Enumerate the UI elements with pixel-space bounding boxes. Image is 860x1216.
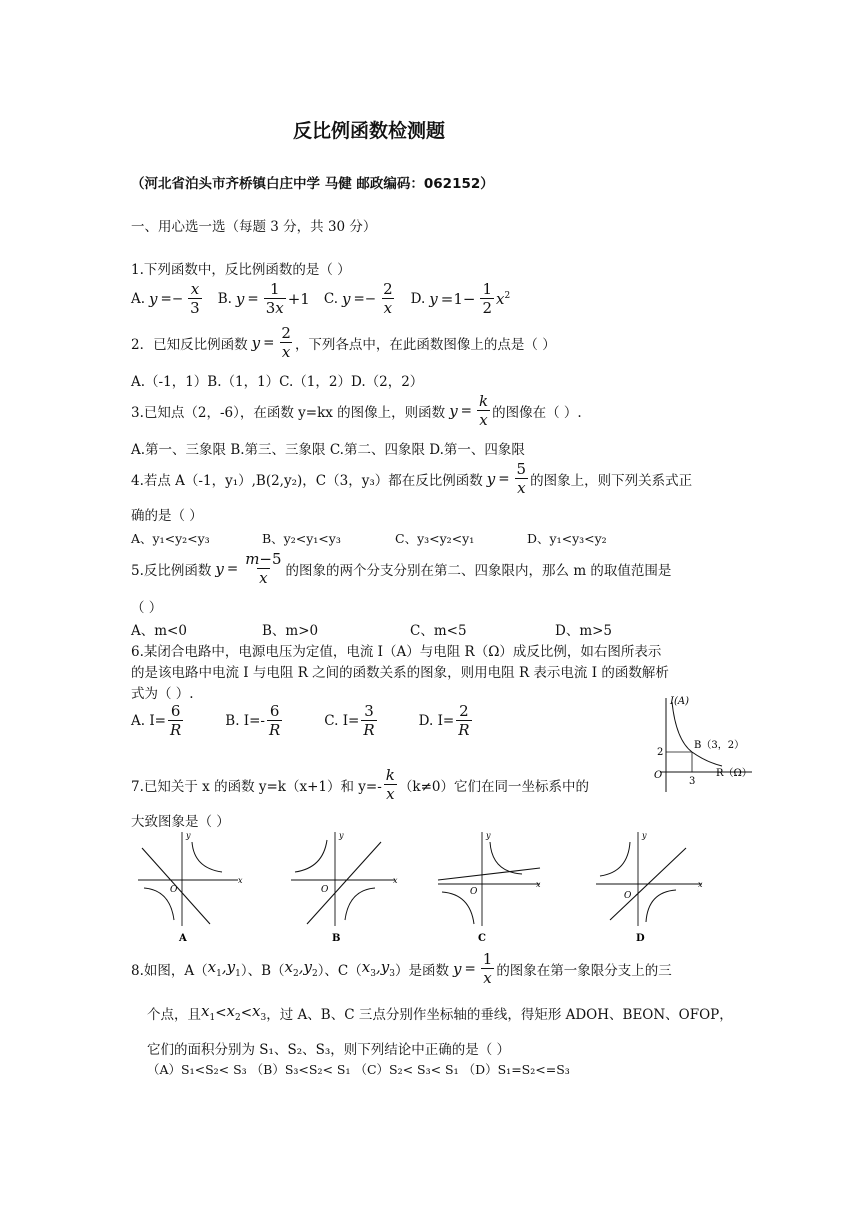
question-6-options	[131, 702, 474, 739]
question-8-text-b: ）、B（	[240, 962, 285, 979]
graph-a	[130, 828, 250, 946]
author-line: （河北省泊头市齐桥镇白庄中学 马健 邮政编码：062152）	[131, 176, 494, 192]
svg-text:y: y	[339, 831, 344, 840]
option-d-label: D.	[410, 290, 426, 307]
y-axis-label: I(A)	[670, 696, 689, 707]
question-2-options: A.（-1，1）B.（1，1）C.（1，2）D.（2，2）	[131, 374, 424, 390]
question-3-options: A.第一、三象限 B.第三、三象限 C.第二、四象限 D.第一、四象限	[131, 442, 525, 458]
fraction: $\frac{6}{R}$	[269, 702, 281, 739]
graph-label-b: B	[332, 933, 341, 944]
question-8-text: 8.如图，A（	[131, 962, 208, 979]
graph-b	[283, 828, 403, 946]
question-5-text: 5.反比例函数	[131, 562, 212, 579]
option-a-label: A.	[131, 290, 146, 307]
question-4-text-cont: 的图象上，则下列关系式正	[530, 472, 693, 489]
question-2-text: 2．已知反比例函数	[131, 336, 248, 353]
question-6-line3: 式为（ ）.	[131, 686, 194, 702]
question-8-text-d: ）是函数	[394, 962, 449, 979]
fraction: $\frac{1}{3x}$	[265, 280, 284, 317]
question-7-line2: 大致图象是（ ）	[131, 814, 230, 830]
question-5-option-c: C、m<5	[410, 623, 467, 639]
fraction: $\frac{k}{x}$	[385, 766, 395, 803]
question-4-option-d: D、y₁<y₃<y₂	[527, 531, 607, 546]
question-4-option-b: B、y₂<y₁<y₃	[262, 531, 341, 546]
question-4-option-c: C、y₃<y₂<y₁	[395, 531, 475, 546]
question-5-text-cont: 的图象的两个分支分别在第二、四象限内，那么 m 的取值范围是	[285, 562, 672, 579]
question-5-line2: （ ）	[131, 600, 163, 616]
question-8: 8.如图，A（ $x_1,y_1$ ）、B（ $x_2,y_2$ ）、C（ $x_3,y_3$ ）是函数 y = $\frac{1}{x}$ 的图象在第一象限分支上的三	[131, 950, 672, 987]
option-b-label: B.	[217, 290, 232, 307]
option-c-label: C.	[323, 290, 338, 307]
question-2-text-cont: ，下列各点中，在此函数图像上的点是（ ）	[294, 336, 556, 353]
question-6-line2: 的是该电路中电流 I 与电阻 R 之间的函数关系的图象，则用电阻 R 表示电流 I 的函数解析	[131, 665, 669, 681]
current-resistance-graph	[640, 690, 755, 802]
question-8-line2: 个点，且 $x_1$ < $x_2$ < $x_3$ ，过 A、B、C 三点分别作坐标轴的垂线，得矩形 ADOH、BEON、OFOP，	[147, 1002, 733, 1023]
y-tick-label: 2	[657, 747, 664, 758]
question-8-line2-text: 个点，且	[147, 1006, 201, 1023]
fraction: $\frac{2}{R}$	[458, 702, 470, 739]
fraction: $\frac{5}{x}$	[516, 460, 527, 497]
fraction: $\frac{m-5}{x}$	[245, 550, 282, 587]
graph-label-d: D	[636, 933, 645, 944]
question-8-text-cont: 的图象在第一象限分支上的三	[496, 962, 672, 979]
question-8-options: （A）S₁<S₂< S₃ （B）S₃<S₂< S₁ （C）S₂< S₃< S₁ （D）S₁=S₂<=S₃	[147, 1062, 570, 1077]
question-8-line3: 它们的面积分别为 S₁、S₂、S₃，则下列结论中正确的是（ ）	[147, 1042, 511, 1058]
question-7	[131, 766, 589, 803]
x-axis-label: R（Ω）	[716, 768, 752, 779]
fraction: $\frac{6}{R}$	[169, 702, 182, 739]
x-tick-label: 3	[689, 776, 696, 787]
graph-d	[590, 828, 710, 946]
page-title: 反比例函数检测题	[293, 120, 446, 142]
fraction: $\frac{2}{x}$	[383, 280, 393, 317]
question-8-text-c: ）、C（	[317, 962, 362, 979]
fraction: $\frac{2}{x}$	[281, 324, 291, 361]
svg-text:x: x	[536, 880, 541, 889]
origin-label: O	[654, 770, 663, 781]
option-b-label: B. I=-	[225, 712, 265, 729]
question-3-text-cont: 的图像在（ ）.	[492, 404, 582, 421]
svg-text:O: O	[470, 887, 478, 897]
question-1-options: A. y =− $\frac{x}{3}$ B. y = $\frac{1}{3x}$ +1 C. y =− $\frac{2}{x}$ D. y =1− $\frac{1}{2}$ $x^2$	[131, 280, 511, 317]
svg-text:y: y	[486, 831, 491, 840]
question-3-text: 3.已知点（2，-6），在函数 y=kx 的图像上，则函数	[131, 404, 446, 421]
graph-c	[432, 828, 552, 946]
svg-text:O: O	[170, 885, 178, 895]
question-5-option-d: D、m>5	[555, 623, 613, 639]
point-label: B（3，2）	[694, 740, 745, 751]
svg-text:O: O	[624, 891, 632, 901]
question-7-text: 7.已知关于 x 的函数 y=k（x+1）和 y=-	[131, 778, 382, 795]
svg-text:y: y	[642, 831, 647, 840]
graph-label-c: C	[478, 933, 486, 944]
option-c-label: C. I=	[324, 712, 360, 729]
question-2: 2．已知反比例函数 y = $\frac{2}{x}$ ，下列各点中，在此函数图像上的点是（ ）	[131, 324, 556, 361]
fraction: $\frac{x}{3}$	[190, 280, 200, 317]
fraction: $\frac{1}{2}$	[482, 280, 493, 317]
question-4-line2: 确的是（ ）	[131, 508, 203, 524]
fraction: $\frac{k}{x}$	[478, 392, 489, 429]
question-8-line2-text-cont: ，过 A、B、C 三点分别作坐标轴的垂线，得矩形 ADOH、BEON、OFOP，	[266, 1006, 733, 1023]
question-5-option-b: B、m>0	[262, 623, 319, 639]
question-6-line1: 6.某闭合电路中，电源电压为定值，电流 I（A）与电阻 R（Ω）成反比例，如右图所表示	[131, 644, 662, 660]
fraction: $\frac{1}{x}$	[482, 950, 493, 987]
svg-text:x: x	[393, 876, 398, 885]
question-5: 5.反比例函数 y = $\frac{m-5}{x}$ 的图象的两个分支分别在第二、四象限内，那么 m 的取值范围是	[131, 550, 672, 587]
graph-label-a: A	[179, 933, 187, 944]
question-7-text-cont: （k≠0）它们在同一坐标系中的	[398, 778, 589, 795]
option-a-label: A. I=	[131, 712, 166, 729]
question-4-text: 4.若点 A（-1，y₁）,B(2,y₂)，C（3，y₃）都在反比例函数	[131, 472, 483, 489]
question-3: 3.已知点（2，-6），在函数 y=kx 的图像上，则函数 y = $\frac{k}{x}$ 的图像在（ ）.	[131, 392, 582, 429]
hyperbola-curve	[672, 702, 722, 766]
svg-text:x: x	[238, 876, 243, 885]
question-4: 4.若点 A（-1，y₁）,B(2,y₂)，C（3，y₃）都在反比例函数 y = $\frac{5}{x}$ 的图象上，则下列关系式正	[131, 460, 693, 497]
question-4-option-a: A、y₁<y₂<y₃	[131, 531, 210, 546]
section-heading: 一、用心选一选（每题 3 分，共 30 分）	[131, 219, 377, 235]
svg-text:x: x	[698, 880, 703, 889]
fraction: $\frac{3}{R}$	[363, 702, 375, 739]
option-d-label: D. I=	[418, 712, 455, 729]
svg-text:y: y	[186, 831, 191, 840]
question-1: 1.下列函数中，反比例函数的是（ ）	[131, 262, 351, 278]
svg-text:O: O	[321, 885, 329, 895]
question-5-option-a: A、m<0	[131, 623, 187, 639]
